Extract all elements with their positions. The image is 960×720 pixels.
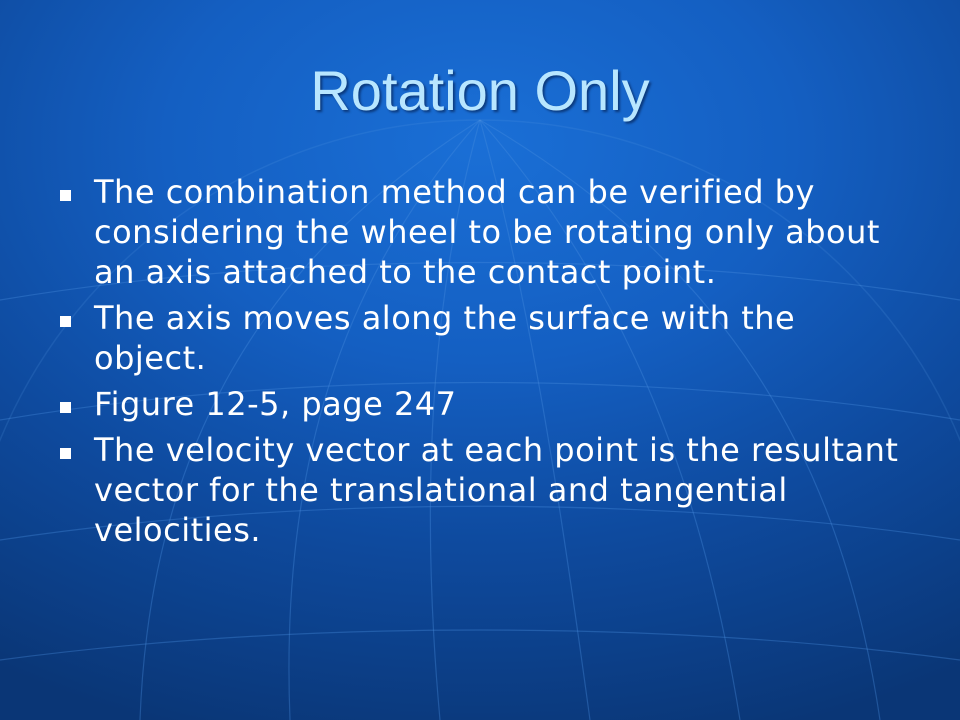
bullet-item (56, 172, 916, 292)
square-bullet-icon (60, 402, 71, 413)
bullet-text: The axis moves along the surface with the object. (94, 299, 796, 377)
bullet-text: The combination method can be verified by considering the wheel to be rotating only about an axis attached to the contact point. (94, 173, 880, 291)
square-bullet-icon (60, 316, 71, 327)
bullet-item (56, 298, 916, 378)
bullet-list (56, 172, 916, 556)
bullet-item (56, 430, 916, 550)
slide-title: Rotation Only (310, 59, 650, 122)
square-bullet-icon (60, 448, 71, 459)
square-bullet-icon (60, 190, 71, 201)
bullet-item (56, 384, 916, 424)
bullet-text: The velocity vector at each point is the resultant vector for the translational and tangential velocities. (94, 431, 899, 549)
bullet-text: Figure 12-5, page 247 (94, 385, 457, 423)
